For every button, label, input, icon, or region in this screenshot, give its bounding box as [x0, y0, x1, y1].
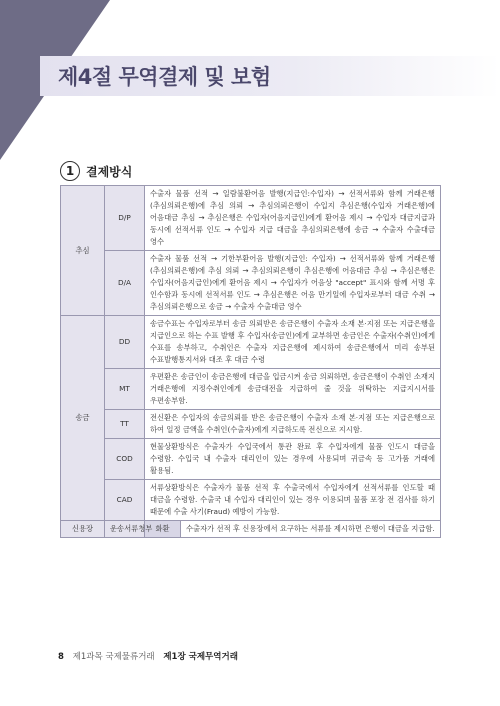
method-cell: D/P [105, 186, 145, 251]
description-cell: 현물상환방식은 수출자가 수입국에서 통관 완료 후 수입자에게 물품 인도시 대금을 수령함. 수입국 내 수출자 대리인이 있는 경우에 사용되며 귀금속 등 고가품 거래에 활용됨. [145, 439, 441, 480]
table-row [61, 480, 441, 521]
method-cell: MT [105, 369, 145, 410]
page-number: 8 [58, 652, 64, 662]
table-row [61, 316, 441, 369]
exchange-cell: 화환 [145, 521, 181, 538]
table-row [61, 369, 441, 410]
method-cell: DD [105, 316, 145, 369]
method-cell: COD [105, 439, 145, 480]
table-row [61, 251, 441, 316]
table-row [61, 410, 441, 439]
section-title: 결제방식 [86, 165, 133, 179]
table-row [61, 186, 441, 251]
chapter-label: 제1장 국제무역거래 [163, 652, 238, 662]
section-number: 1 [60, 161, 80, 181]
category-cell: 추심 [61, 186, 105, 316]
table-row [61, 439, 441, 480]
method-cell: CAD [105, 480, 145, 521]
table-row [61, 521, 441, 538]
category-cell: 신용장 [61, 521, 105, 538]
sub-cell: 운송서류청부 [105, 521, 145, 538]
chapter-title: 제4절 무역결제 및 보험 [58, 65, 271, 89]
course-label: 제1과목 국제물류거래 [72, 652, 155, 662]
description-cell: 수출자가 선적 후 신용장에서 요구하는 서류를 제시하면 은행이 대금을 지급함. [181, 521, 441, 538]
description-cell: 수출자 물품 선적 → 기한부환어음 발행(지급인: 수입자) → 선적서류와 함께 거래은행(추심의뢰은행)에 추심 의뢰 → 추심의뢰은행이 추심은행에 어음대금 추심 → 추심은행은 수입자(어음지급인)에게 환어음 제시 → 수입자가 어음상 "accept" 표시와 함께 서명 후 인수함과 동시에 선적서류 인도 → 추심은행은 어음 만기일에 수입자로부터 대금 수취 → 추심의뢰은행으로 송금 → 수출자 수출대금 영수 [145, 251, 441, 316]
category-cell: 송금 [61, 316, 105, 521]
description-cell: 수출자 물품 선적 → 일람불환어음 발행(지급인:수입자) → 선적서류와 함께 거래은행(추심의뢰은행)에 추심 의뢰 → 추심의뢰은행이 수입지 추심은행(수입자 거래은행)에 어음대금 추심 → 추심은행은 수입자(어음지급인)에게 환어음 제시 → 수입자 대금지급과 동시에 선적서류 인도 → 수입자 지급 대금을 추심의뢰은행에 송금 → 수출자 수출대금 영수 [145, 186, 441, 251]
method-cell: TT [105, 410, 145, 439]
description-cell: 송금수표는 수입자로부터 송금 의뢰받은 송금은행이 수출자 소재 본·지점 또는 지급은행을 지급인으로 하는 수표 발행 후 수입자(송금인)에게 교부하면 송금인은 수출자(수취인)에게 수표를 송부하고, 수취인은 수출자 지급은행에 제시하여 송금은행에서 미리 송부된 수표발행통지서와 대조 후 대금 수령 [145, 316, 441, 369]
description-cell: 전신환은 수입자의 송금의뢰를 받은 송금은행이 수출자 소재 본·지점 또는 지급은행으로 하여 일정 금액을 수취인(수출자)에게 지급하도록 전신으로 지시함. [145, 410, 441, 439]
payment-methods-table [60, 185, 441, 538]
method-cell: D/A [105, 251, 145, 316]
description-cell: 서류상환방식은 수출자가 물품 선적 후 수출국에서 수입자에게 선적서류를 인도할 때 대금을 수령함. 수출국 내 수입자 대리인이 있는 경우 이용되며 물품 포장 전 검사를 하기 때문에 수출 사기(Fraud) 예방이 가능함. [145, 480, 441, 521]
page-footer [58, 650, 238, 662]
description-cell: 우편환은 송금인이 송금은행에 대금을 입금시켜 송금 의뢰하면, 송금은행이 수취인 소재지 거래은행에 지정수취인에게 송금대전을 지급하여 줄 것을 위탁하는 지급지시서를 우편송부함. [145, 369, 441, 410]
